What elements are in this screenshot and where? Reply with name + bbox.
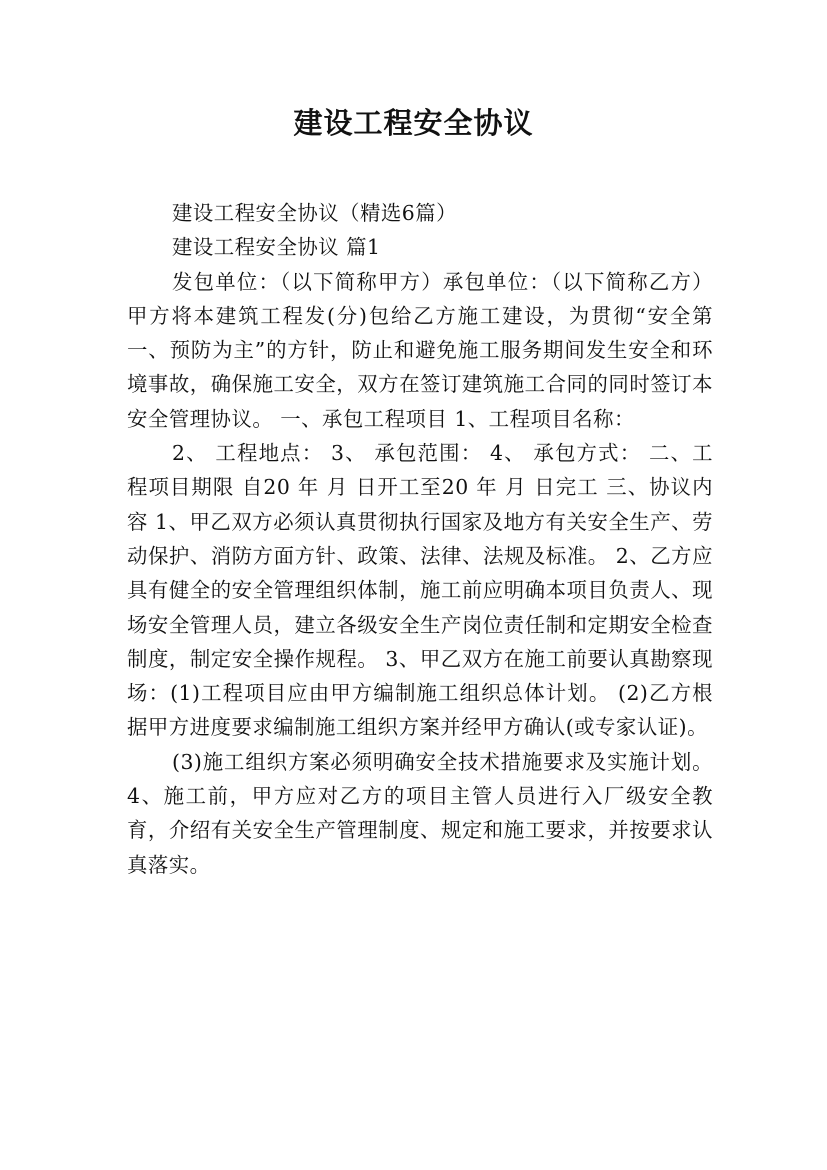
body-paragraph: 2、 工程地点： 3、 承包范围： 4、 承包方式： 二、工程项目期限 自20 年 月 日开工至20 年 月 日完工 三、协议内容 1、甲乙双方必须认真贯彻执行国家及地方有关安全生产、劳动保护、消防方面方针、政策、法律、法规及标准。 2、乙方应具有健全的安全管理组织体制，施工前应明确本项目负责人、现场安全管理人员，建立各级安全生产岗位责任制和定期安全检查制度，制定安全操作规程。 3、甲乙双方在施工前要认真勘察现场：(1)工程项目应由甲方编制施工组织总体计划。 (2)乙方根据甲方进度要求编制施工组织方案并经甲方确认(或专家认证)。 — [127, 441, 713, 740]
document-title: 建设工程安全协议 — [293, 106, 534, 140]
body-paragraph: 发包单位：（以下简称甲方）承包单位：（以下简称乙方）甲方将本建筑工程发(分)包给乙方施工建设，为贯彻“安全第一、预防为主”的方针，防止和避免施工服务期间发生安全和环境事故，确保施工安全，双方在签订建筑施工合同的同时签订本安全管理协议。 一、承包工程项目 1、工程项目名称： — [127, 269, 713, 431]
section-heading: 建设工程安全协议 篇1 — [172, 235, 381, 260]
subtitle-paragraph: 建设工程安全协议（精选6篇） — [172, 201, 458, 225]
body-paragraph: (3)施工组织方案必须明确安全技术措施要求及实施计划。 4、施工前，甲方应对乙方的项目主管人员进行入厂级安全教育，介绍有关安全生产管理制度、规定和施工要求，并按要求认真落实。 — [127, 749, 713, 877]
document-body — [127, 196, 713, 882]
